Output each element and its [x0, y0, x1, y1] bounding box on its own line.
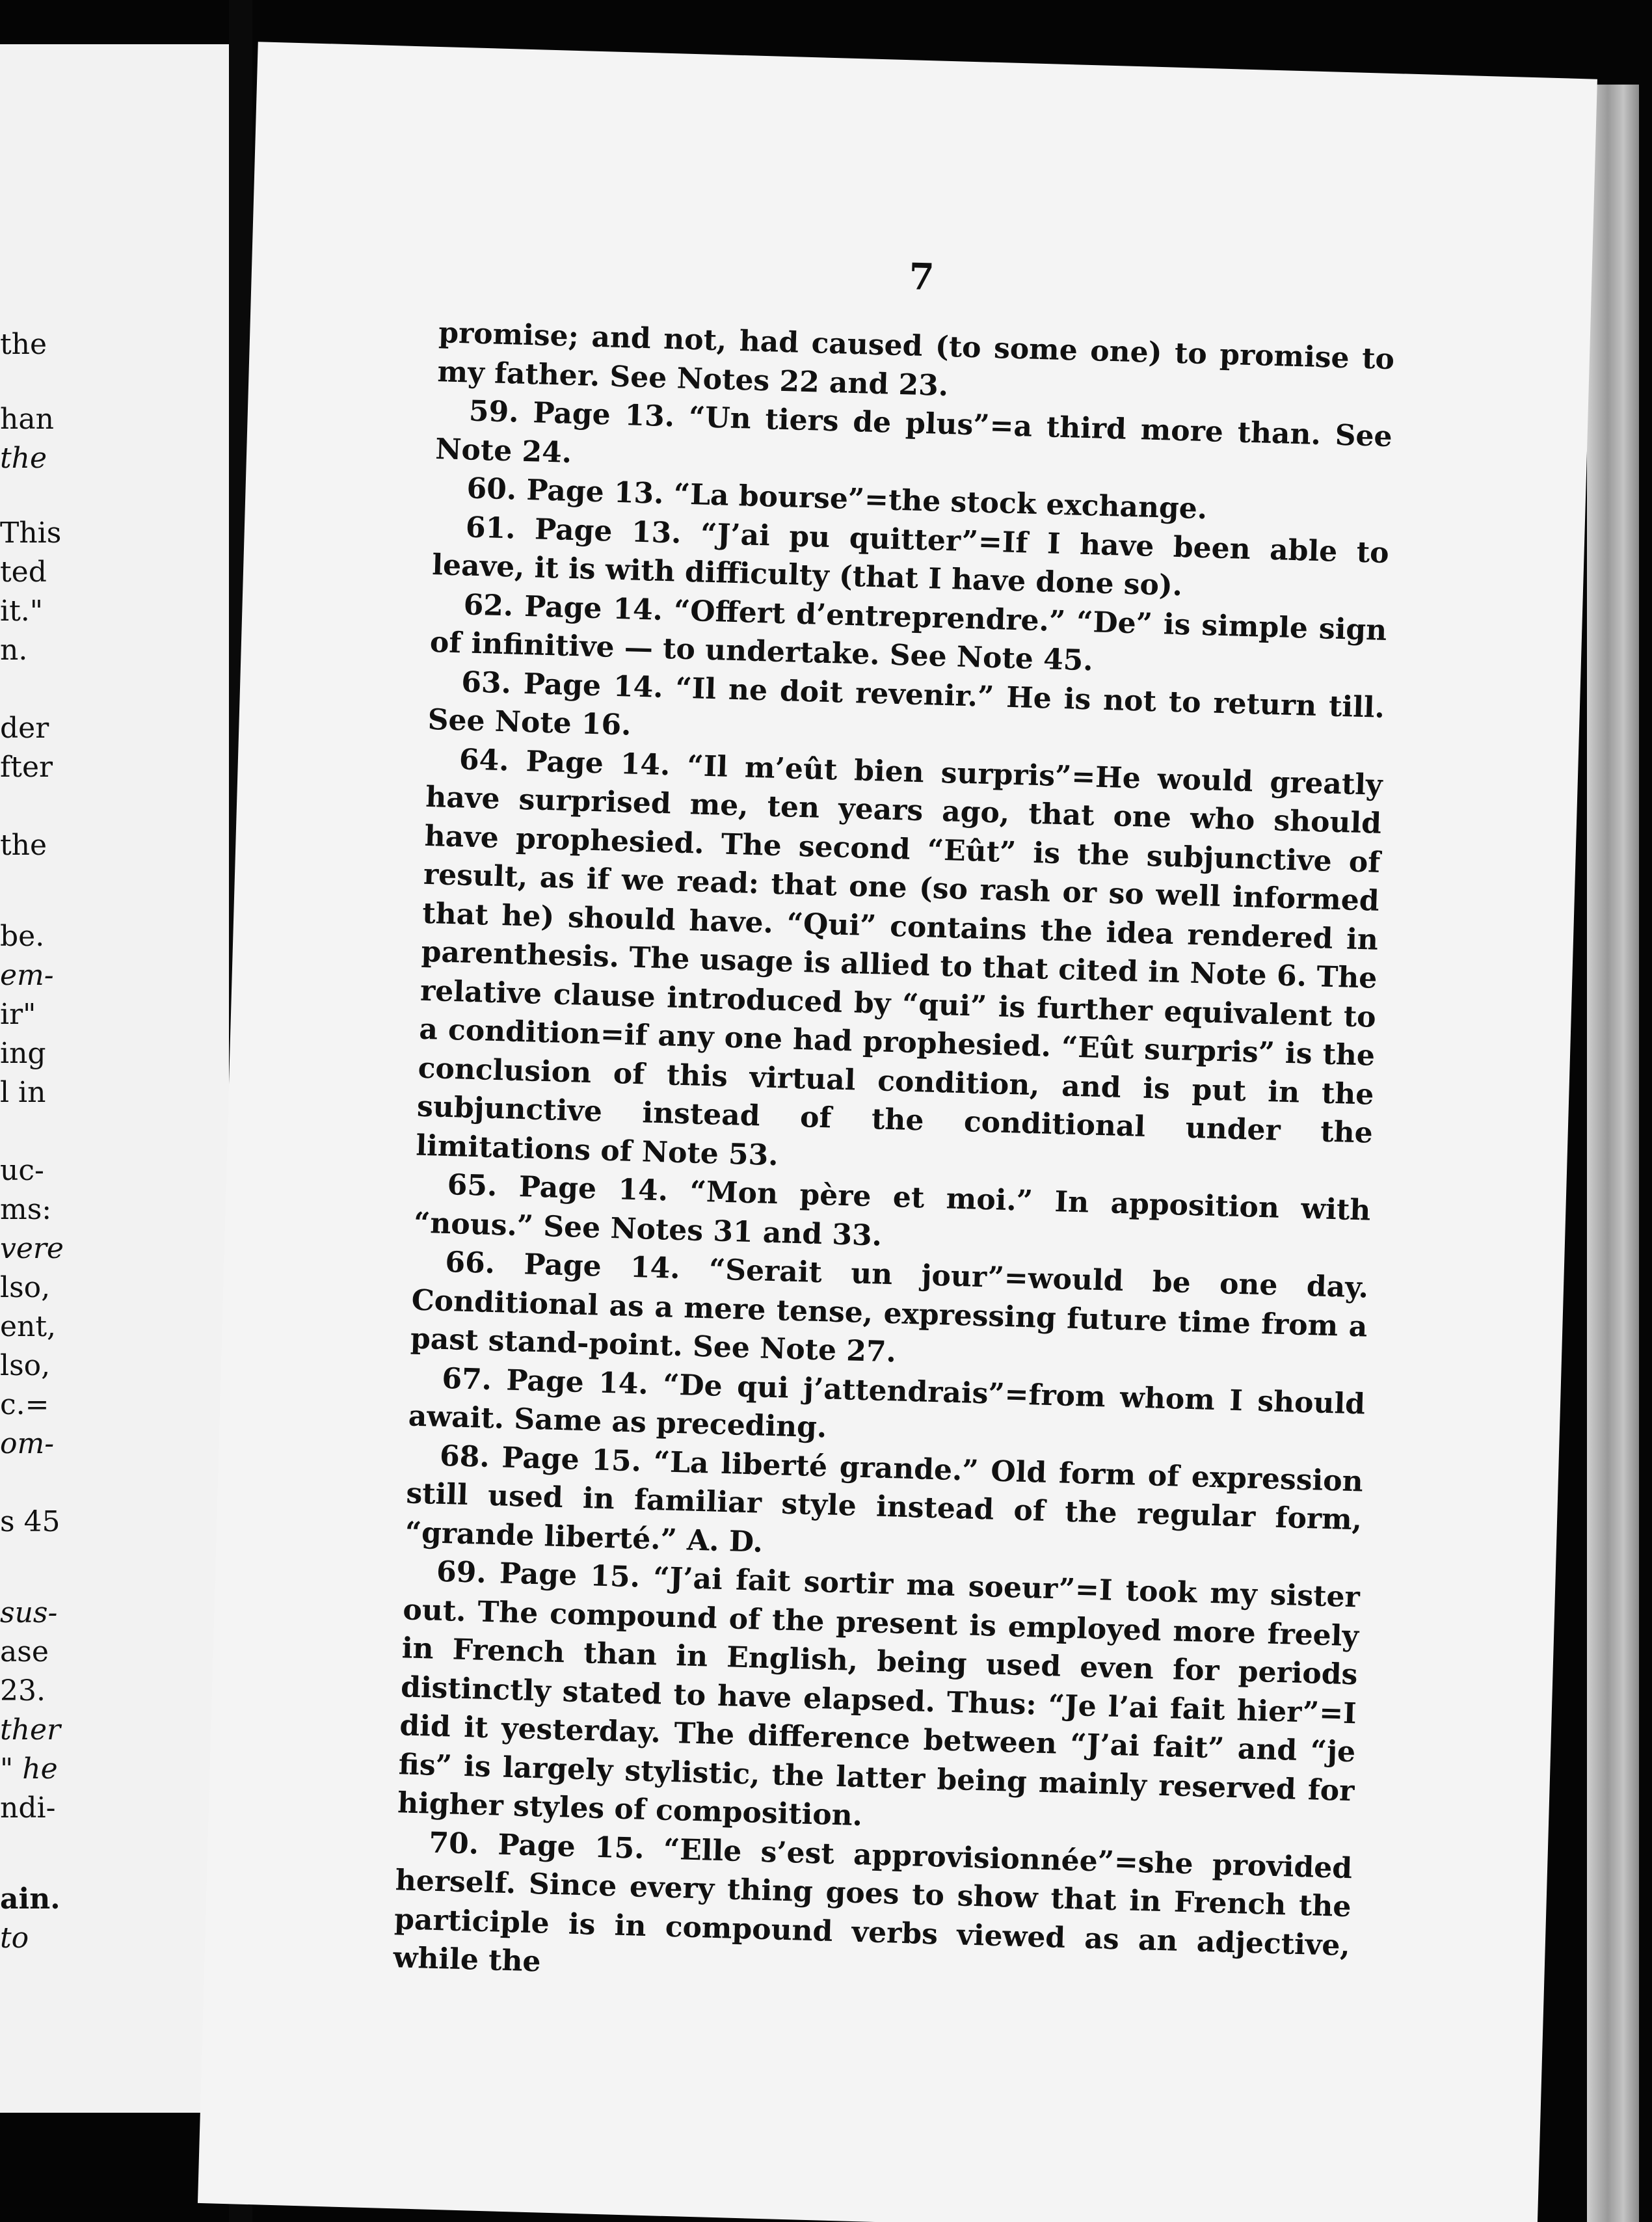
- book-page: [198, 42, 1597, 2222]
- paragraph: promise; and not, had caused (to some one) to promise to my father. See Notes 22 and 23.: [437, 316, 1395, 403]
- left-fragment: lso,: [0, 1271, 51, 1304]
- left-fragment: the: [0, 328, 47, 361]
- note-69: 69. Page 15. “J’ai fait sortir ma soeur”=I took my sister out. The compound of the present is employed more freely in French than in English, being used even for periods distinctly stated to have elapsed. Thus: “Je l’ai fait hier”=I did it yesterday. The difference between “J’ai fait” and “je fis” is largely stylistic, the latter being mainly reserved for higher styles of composition.: [397, 1555, 1361, 1833]
- left-fragment: em-: [0, 959, 54, 992]
- left-fragment: it.": [0, 595, 43, 628]
- left-fragment: n.: [0, 634, 28, 667]
- left-fragment: ms:: [0, 1193, 52, 1226]
- left-fragment: ent,: [0, 1310, 57, 1343]
- note-63: 63. Page 14. “Il ne doit revenir.” He is not to return till. See Note 16.: [427, 665, 1385, 742]
- note-64: 64. Page 14. “Il m’eût bien surpris”=He would greatly have surprised me, ten years ago, that one who should have prophesied. The second “Eût” is the subjunctive of result, as if we read: that one (so rash or so well informed that he) should have. “Qui” contains the idea rendered in parenthesis. The usage is allied to that cited in Note 6. The relative clause introduced by “qui” is further equivalent to a condition=if any one had prophesied. “Eût surpris” is the conclusion of this virtual condition, and is put in the subjunctive instead of the conditional under the limitations of Note 53.: [415, 742, 1383, 1172]
- left-fragment: der: [0, 712, 49, 745]
- left-fragment: han: [0, 403, 54, 436]
- left-fragment: ther: [0, 1713, 61, 1747]
- left-fragment: vere: [0, 1232, 64, 1265]
- left-fragment: the: [0, 442, 47, 475]
- left-fragment: to: [0, 1921, 29, 1955]
- left-fragment: ain.: [0, 1882, 60, 1916]
- note-66: 66. Page 14. “Serait un jour”=would be one day. Conditional as a mere tense, expressing future time from a past stand-point. See Note 27.: [410, 1245, 1369, 1369]
- previous-page-fragment: [0, 44, 229, 2113]
- page-number: 7: [908, 255, 935, 299]
- note-61: 61. Page 13. “J’ai pu quitter”=If I have been able to leave, it is with difficulty (that I have done so).: [431, 510, 1390, 603]
- left-fragment: uc-: [0, 1154, 44, 1187]
- page-text: [393, 314, 1395, 2004]
- left-fragment: ted: [0, 556, 47, 589]
- left-fragment: lso,: [0, 1349, 51, 1382]
- note-67: 67. Page 14. “De qui j’attendrais”=from whom I should await. Same as preceding.: [408, 1361, 1366, 1445]
- left-fragment: the: [0, 829, 47, 862]
- left-fragment: ing: [0, 1037, 46, 1070]
- note-65: 65. Page 14. “Mon père et moi.” In apposition with “nous.” See Notes 31 and 33.: [413, 1168, 1371, 1253]
- page-edge: [1587, 85, 1639, 2222]
- left-fragment: c.=: [0, 1388, 49, 1421]
- left-fragment: sus-: [0, 1596, 58, 1629]
- left-fragment: ir": [0, 998, 36, 1031]
- note-68: 68. Page 15. “La liberté grande.” Old form of expression still used in familiar style instead of the regular form, “grande liberté.” A. D.: [405, 1439, 1364, 1559]
- left-fragment: " he: [0, 1752, 58, 1786]
- left-fragment: om-: [0, 1427, 55, 1460]
- left-fragment: ndi-: [0, 1791, 56, 1825]
- left-fragment: This: [0, 516, 62, 550]
- note-70: 70. Page 15. “Elle s’est approvisionnée”=she provided herself. Since every thing goes to show that in French the participle is in compound verbs viewed as an adjective, while the: [392, 1826, 1353, 1979]
- left-fragment: l in: [0, 1076, 46, 1109]
- left-fragment: be.: [0, 920, 45, 953]
- left-fragment: fter: [0, 751, 53, 784]
- left-fragment: ase: [0, 1635, 49, 1668]
- note-62: 62. Page 14. “Offert d’entreprendre.” “De” is simple sign of infinitive — to undertake. See Note 45.: [429, 587, 1387, 678]
- note-59: 59. Page 13. “Un tiers de plus”=a third more than. See Note 24.: [434, 394, 1393, 470]
- note-60: 60. Page 13. “La bourse”=the stock exchange.: [466, 472, 1208, 526]
- left-fragment: s 45: [0, 1505, 60, 1538]
- left-fragment: 23.: [0, 1674, 46, 1707]
